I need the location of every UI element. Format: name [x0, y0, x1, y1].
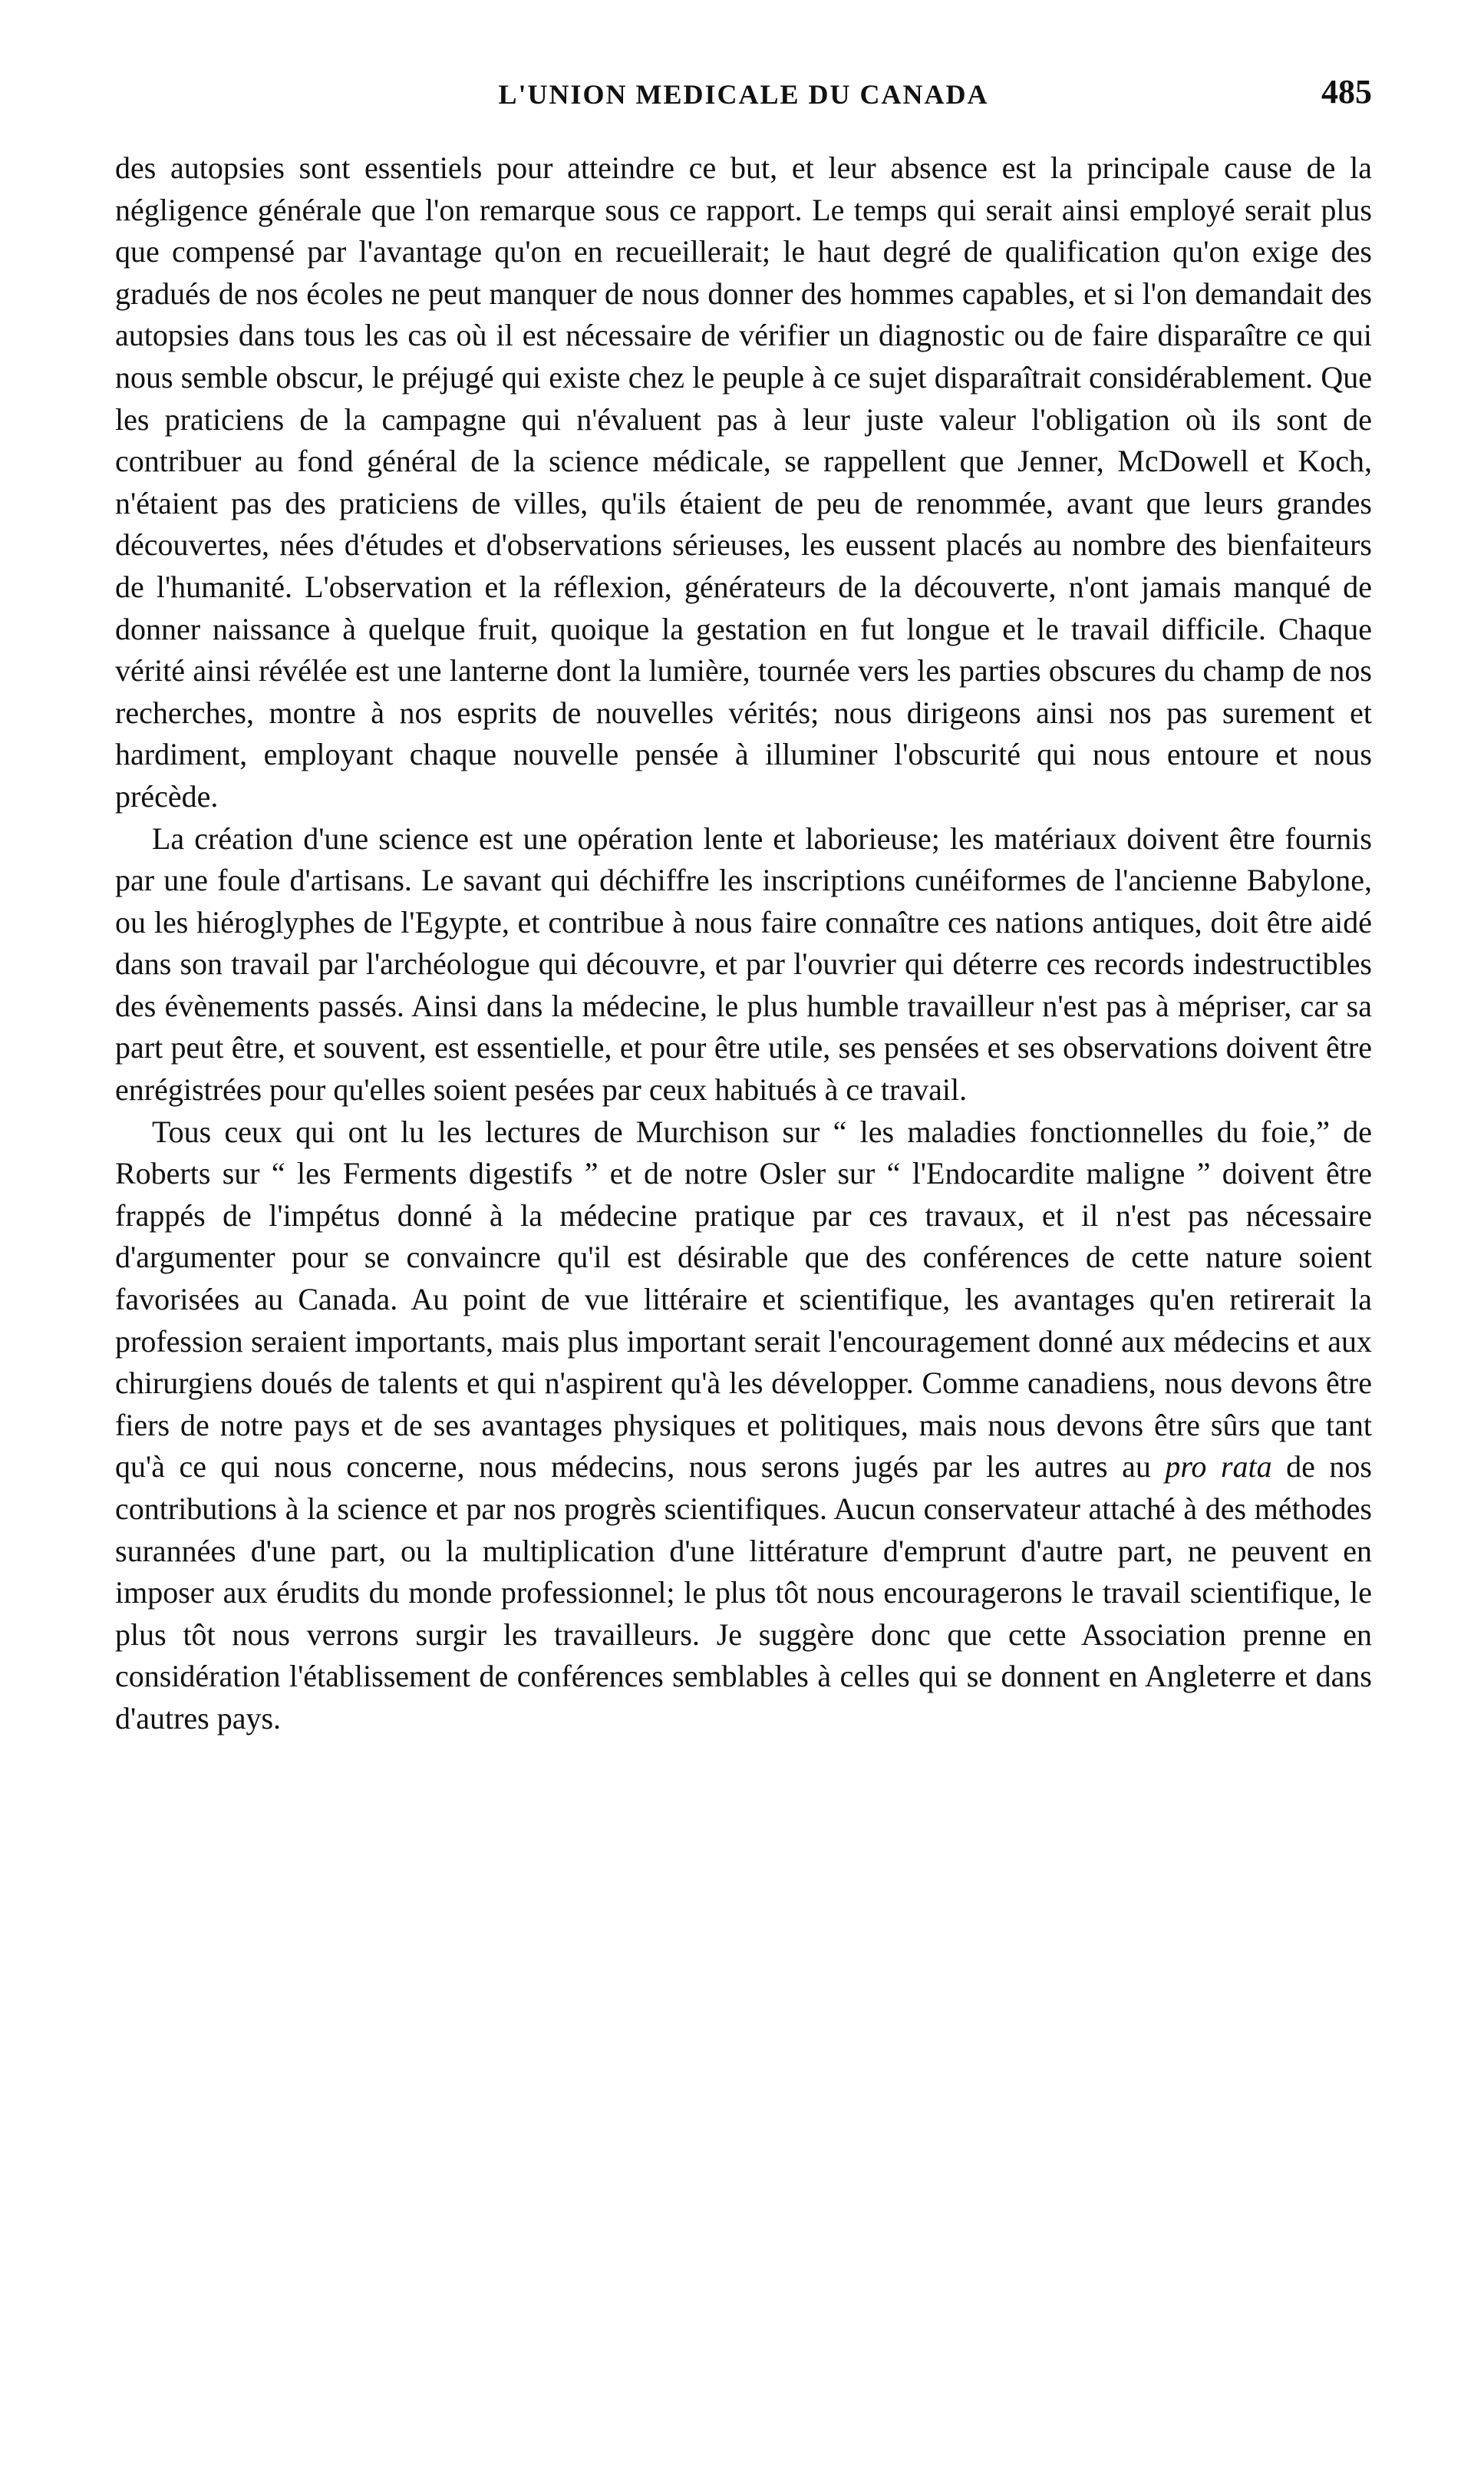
paragraph-2: La création d'une science est une opération lente et laborieuse; les matériaux doivent être fournis par une foule d'artisans. Le savant qui déchiffre les inscriptions cunéiformes de l'ancienne Babylone, ou les hiéroglyphes de l'Egypte, et contribue à nous faire connaître ces nations antiques, doit être aidé dans son travail par l'archéologue qui découvre, et par l'ouvrier qui déterre ces records indestructibles des évènements passés. Ainsi dans la médecine, le plus humble travailleur n'est pas à mépriser, car sa part peut être, et souvent, est essentielle, et pour être utile, ses pensées et ses observations doivent être enrégistrées pour qu'elles soient pesées par ceux habitués à ce travail.: [115, 821, 1372, 1108]
running-title: L'UNION MEDICALE DU CANADA: [498, 79, 989, 110]
paragraph-3-text-before: Tous ceux qui ont lu les lectures de Murchison sur “ les maladies fonctionnelles du foie,” de Roberts sur “ les Ferments digestifs ” et de notre Osler sur “ l'Endocardite maligne ” doivent être frappés de l'impétus donné à la médecine pratique par ces travaux, et il n'est pas nécessaire d'argumenter pour se convaincre qu'il est désirable que des conférences de cette nature soient favorisées au Canada. Au point de vue littéraire et scientifique, les avantages qu'en retirerait la profession seraient importants, mais plus important serait l'encouragement donné aux médecins et aux chirurgiens doués de talents et qui n'aspirent qu'à les développer. Comme canadiens, nous devons être fiers de notre pays et de ses avantages physiques et politiques, mais nous devons être sûrs que tant qu'à ce qui nous concerne, nous médecins, nous serons jugés par les autres au: [115, 1114, 1372, 1484]
paragraph-1: des autopsies sont essentiels pour atteindre ce but, et leur absence est la principale cause de la négligence générale que l'on remarque sous ce rapport. Le temps qui serait ainsi employé serait plus que compensé par l'avantage qu'on en recueillerait; le haut degré de qualification qu'on exige des gradués de nos écoles ne peut manquer de nous donner des hommes capables, et si l'on demandait des autopsies dans tous les cas où il est nécessaire de vérifier un diagnostic ou de faire disparaître ce qui nous semble obscur, le préjugé qui existe chez le peuple à ce sujet disparaîtrait considérablement. Que les praticiens de la campagne qui n'évaluent pas à leur juste valeur l'obligation où ils sont de contribuer au fond général de la science médicale, se rappellent que Jenner, McDowell et Koch, n'étaient pas des praticiens de villes, qu'ils étaient de peu de renommée, avant que leurs grandes découvertes, nées d'études et d'observations sérieuses, les eussent placés au nombre des bienfaiteurs de l'humanité. L'observation et la réflexion, générateurs de la découverte, n'ont jamais manqué de donner naissance à quelque fruit, quoique la gestation en fut longue et le travail difficile. Chaque vérité ainsi révélée est une lanterne dont la lumière, tournée vers les parties obscures du champ de nos recherches, montre à nos esprits de nouvelles vérités; nous dirigeons ainsi nos pas surement et hardiment, employant chaque nouvelle pensée à illuminer l'obscurité qui nous entoure et nous précède.: [115, 150, 1372, 814]
document-page: [115, 69, 1372, 1740]
paragraph-3-text-after: de nos contributions à la science et par nos progrès scientifiques. Aucun conservateur attaché à des méthodes surannées d'une part, ou la multiplication d'une littérature d'emprunt d'autre part, ne peuvent en imposer aux érudits du monde professionnel; le plus tôt nous encouragerons le travail scientifique, le plus tôt nous verrons surgir les travailleurs. Je suggère donc que cette Association prenne en considération l'établissement de conférences semblables à celles qui se donnent en Angleterre et dans d'autres pays.: [115, 1449, 1372, 1735]
running-header: [115, 69, 1372, 124]
paragraph-3: [115, 1111, 1372, 1740]
paragraph-3-emphasis: pro rata: [1165, 1449, 1272, 1484]
page-number: 485: [1321, 73, 1372, 111]
